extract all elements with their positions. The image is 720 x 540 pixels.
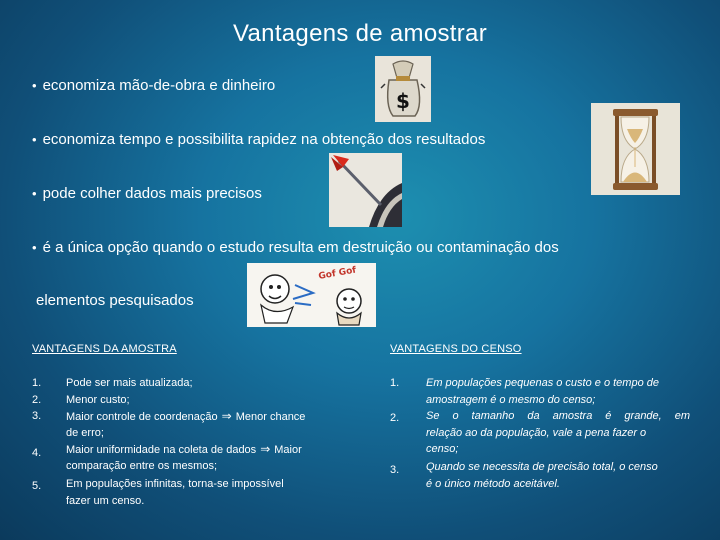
hourglass-icon: [591, 103, 680, 195]
bullet-marker: •: [32, 78, 37, 93]
bullet-text: economiza tempo e possibilita rapidez na obtenção dos resultados: [42, 131, 486, 148]
list-number: 3.: [32, 410, 42, 422]
list-number: 2.: [32, 393, 42, 406]
implies-arrow-icon: ⇒: [260, 442, 271, 456]
list-number: 1.: [32, 377, 42, 389]
list-text-part: Maior controle de coordenação: [66, 411, 218, 423]
money-bag-icon: [375, 56, 431, 122]
bullet-continuation: elementos pesquisados: [36, 292, 194, 309]
list-text-part: Menor chance: [235, 411, 306, 423]
amostra-list: [32, 375, 362, 510]
list-text-part: Maior: [274, 444, 302, 456]
bullet-text: é a única opção quando o estudo resulta em destruição ou contaminação dos: [42, 239, 559, 256]
list-text-continuation: censo;: [426, 443, 459, 455]
list-number: 5.: [32, 480, 42, 492]
list-number: 1.: [390, 377, 400, 389]
slide-title: Vantagens de amostrar: [233, 20, 487, 47]
bullet-item: [32, 239, 559, 256]
dart-target-icon: [329, 153, 402, 227]
bullet-item: [32, 77, 275, 94]
list-text-continuation: é o único método aceitável.: [426, 477, 560, 490]
implies-arrow-icon: ⇒: [221, 409, 232, 423]
bullet-marker: •: [32, 186, 37, 201]
bullet-text: economiza mão-de-obra e dinheiro: [42, 77, 276, 94]
bullet-text: pode colher dados mais precisos: [42, 185, 262, 202]
money-bag-symbol: $: [396, 89, 410, 113]
list-text-continuation: fazer um censo.: [66, 494, 145, 507]
list-text: Em populações infinitas, torna-se impossível: [66, 478, 284, 490]
list-text-continuation: de erro;: [66, 426, 104, 439]
list-text: Menor custo;: [66, 393, 130, 406]
list-text-part: Maior uniformidade na coleta de dados: [66, 444, 257, 456]
list-number: 2.: [390, 412, 400, 424]
bullet-item: [32, 185, 262, 202]
list-text: Em populações pequenas o custo e o tempo de: [426, 377, 659, 389]
censo-heading: VANTAGENS DO CENSO: [390, 343, 522, 355]
list-text: Pode ser mais atualizada;: [66, 377, 193, 389]
list-number: 4.: [32, 447, 42, 459]
list-text: [66, 441, 302, 459]
list-text: [66, 408, 305, 426]
list-text-continuation: amostragem é o mesmo do censo;: [426, 393, 596, 406]
bullet-marker: •: [32, 240, 37, 255]
list-text-continuation: relação ao da população, vale a pena fazer o: [426, 426, 647, 439]
amostra-heading: VANTAGENS DA AMOSTRA: [32, 343, 177, 355]
bullet-item: [32, 131, 485, 148]
cartoon-illustration-icon: [247, 263, 376, 327]
list-text: Quando se necessita de precisão total, o censo: [426, 461, 658, 473]
bullet-marker: •: [32, 132, 37, 147]
censo-list: [390, 375, 695, 495]
list-text: Se o tamanho da amostra é grande, em: [426, 410, 690, 422]
cartoon-text: Gof Gof: [317, 265, 358, 282]
list-text-continuation: comparação entre os mesmos;: [66, 459, 218, 472]
list-number: 3.: [390, 464, 400, 476]
